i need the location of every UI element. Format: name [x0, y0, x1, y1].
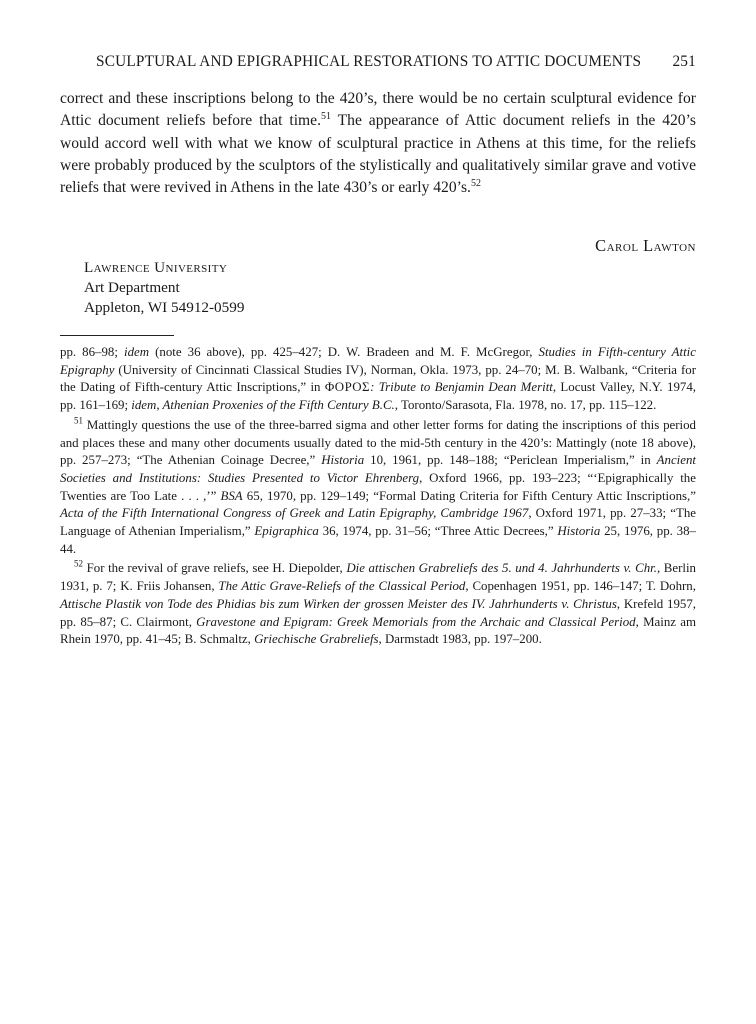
footnote-text: For the revival of grave reliefs, see H. Diepolder, — [83, 561, 347, 576]
footnote-divider — [60, 335, 174, 336]
footnote-text: , Copenhagen 1951, pp. 146–147; T. Dohrn, — [465, 579, 696, 594]
footnote-52 — [60, 560, 696, 649]
footnote-text: , Darmstadt 1983, pp. 197–200. — [378, 632, 542, 647]
footnote-text: , Oxford 1966, pp. 193–223; “‘Epigraphically the Twenties are Too Late . . . ,’” — [60, 470, 696, 503]
footnote-text: , Locust Valley, N.Y. 1974, pp. 161–169; — [60, 380, 696, 413]
footnote-text: (University of Cincinnati Classical Studies IV), Norman, Okla. 1973, pp. 24–70; M. B. Walbank, “Criteria for the Dating of Fifth-century Attic Inscriptions,” in — [60, 362, 696, 395]
body-paragraph — [60, 88, 696, 199]
footnote-italic: Historia — [557, 524, 601, 539]
footnote-text: 36, 1974, pp. 31–56; “Three Attic Decrees,” — [318, 524, 558, 539]
author-signature: Carol Lawton — [595, 236, 696, 255]
footnote-number: 51 — [74, 415, 83, 426]
footnote-italic: : Tribute to Benjamin Dean Meritt — [370, 380, 553, 395]
address-department: Art Department — [84, 279, 180, 296]
page-number: 251 — [672, 53, 696, 70]
footnote-italic: Historia — [321, 453, 365, 468]
footnote-text: 10, 1961, pp. 148–188; “Periclean Imperialism,” in — [364, 453, 657, 468]
footnote-text: , Oxford 1971, pp. 27–33; “The Language of Athenian Imperialism,” — [60, 506, 696, 539]
address-city: Appleton, WI 54912-0599 — [84, 299, 245, 316]
footnote-text: , Berlin 1931, p. 7; K. Friis Johansen, — [60, 561, 696, 594]
footnote-51 — [60, 417, 696, 559]
footnote-italic: Acta of the Fifth International Congress of Greek and Latin Epigraphy, Cambridge 1967 — [60, 506, 529, 521]
footnote-italic: Ancient Societies and Institutions: Studies Presented to Victor Ehrenberg — [60, 453, 696, 485]
footnote-text: (note 36 above), pp. 425–427; D. W. Bradeen and M. F. McGregor, — [149, 345, 539, 359]
footnote-text: Mattingly questions the use of the three-barred sigma and other letter forms for dating the inscriptions of this period and places these and many other documents usually dated to the mid-5th century in the 420’s: Mattingly (note 18 above), pp. 257–273; “The Athenian Coinage Decree,” — [60, 417, 696, 468]
footnote-ref-51[interactable]: 51 — [321, 111, 331, 123]
footnote-text: 25, 1976, pp. 38–44. — [60, 524, 696, 556]
footnote-italic: The Attic Grave-Reliefs of the Classical Period — [218, 579, 466, 594]
footnote-ref-52[interactable]: 52 — [470, 178, 481, 189]
footnote-text: pp. 86–98; — [60, 345, 124, 359]
footnote-italic: idem — [124, 345, 150, 359]
footnote-text: , Krefeld 1957, pp. 85–87; C. Clairmont, — [60, 596, 696, 629]
body-text-segment: The appearance of Attic document reliefs in the 420’s would accord well with what we know of sculptural practice in Athens at this time, for the reliefs were probably produced by the sculptors of the stylistically and qualitatively similar grave and votive reliefs that were revived in Athens in the late 430’s or early 420’s. — [60, 112, 696, 197]
footnote-italic: Griechische Grabreliefs — [254, 632, 379, 647]
body-text-segment: correct and these inscriptions belong to the 420’s, there would be no certain sculptural evidence for Attic document reliefs before that time. — [60, 90, 696, 130]
address-institution: Lawrence University — [84, 259, 228, 276]
footnote-italic: idem, Athenian Proxenies of the Fifth Century B.C. — [131, 398, 395, 413]
running-head-title: SCULPTURAL AND EPIGRAPHICAL RESTORATIONS TO ATTIC DOCUMENTS — [96, 53, 642, 70]
body-text — [60, 88, 696, 199]
footnote-text: , Mainz am Rhein 1970, pp. 41–45; B. Schmaltz, — [60, 614, 697, 647]
footnote-italic: Die attischen Grabreliefs des 5. und 4. Jahrhunderts v. Chr. — [346, 561, 657, 576]
footnote-text: 65, 1970, pp. 129–149; “Formal Dating Criteria for Fifth Century Attic Inscriptions,” — [242, 488, 696, 503]
footnote-greek: ΦΟΡΟΣ — [324, 380, 371, 395]
footnote-italic: Studies in Fifth-century Attic Epigraphy — [60, 345, 696, 377]
footnote-italic: BSA — [220, 488, 243, 503]
footnote-number: 52 — [74, 559, 83, 570]
footnote-italic: Gravestone and Epigram: Greek Memorials from the Archaic and Classical Period — [196, 614, 636, 629]
footnote-italic: Epigraphica — [254, 524, 319, 539]
footnotes — [60, 344, 696, 651]
footnote-continuation — [60, 344, 696, 415]
footnote-text: , Toronto/Sarasota, Fla. 1978, no. 17, pp. 115–122. — [394, 398, 657, 413]
footnote-italic: Attische Plastik von Tode des Phidias bis zum Wirken der grossen Meister des IV. Jahrhunderts v. Christus — [60, 596, 617, 611]
author-address — [84, 258, 244, 318]
